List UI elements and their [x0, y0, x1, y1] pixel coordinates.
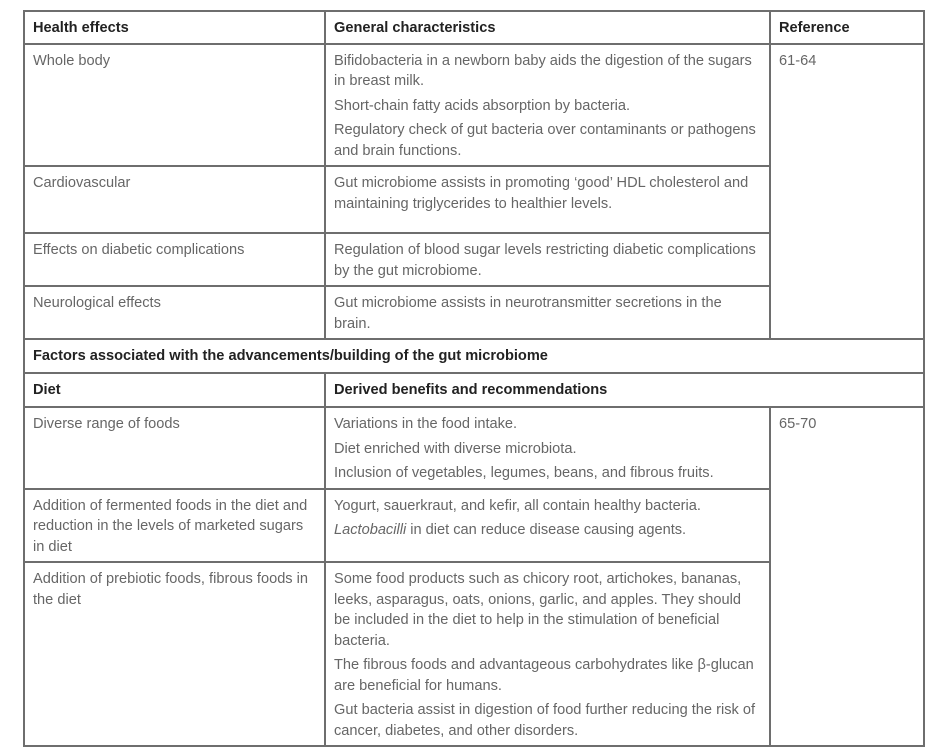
reference-cell: 61-64	[770, 44, 924, 340]
health-effect-cell: Cardiovascular	[24, 166, 325, 233]
characteristic-text: Short-chain fatty acids absorption by bacteria.	[334, 97, 631, 114]
health-effect-cell: Effects on diabetic complications	[24, 233, 325, 286]
section-header-row	[24, 339, 924, 373]
diet-cell: Diverse range of foods	[24, 407, 325, 489]
health-effect-cell: Whole body	[24, 44, 325, 167]
characteristic-text: Gut microbiome assists in neurotransmitter secretions in the brain.	[334, 295, 722, 332]
benefits-cell	[325, 562, 770, 746]
benefits-cell	[325, 407, 770, 489]
benefit-text-rest: in diet can reduce disease causing agents.	[406, 522, 687, 538]
characteristics-cell	[325, 44, 770, 167]
characteristic-text: Regulatory check of gut bacteria over contaminants or pathogens and brain functions.	[334, 122, 756, 159]
benefit-text: Some food products such as chicory root, artichokes, bananas, leeks, asparagus, oats, onions, garlic, and apples. They should be included in the diet to help in the stimulation of beneficial bacteria.	[334, 571, 742, 649]
benefit-text: Gut bacteria assist in digestion of food further reducing the risk of cancer, diabetes, and other disorders.	[334, 702, 756, 739]
characteristics-cell	[325, 166, 770, 233]
header-diet: Diet	[24, 373, 325, 407]
header-general-characteristics: General characteristics	[325, 11, 770, 44]
benefit-text: Variations in the food intake.	[334, 416, 518, 432]
italic-term: Lactobacilli	[334, 522, 407, 538]
benefit-text: The fibrous foods and advantageous carbohydrates like β-glucan are beneficial for humans.	[334, 657, 754, 694]
table-row	[24, 44, 924, 167]
characteristics-cell	[325, 286, 770, 339]
characteristics-cell	[325, 233, 770, 286]
header-health-effects: Health effects	[24, 11, 325, 44]
table-row	[24, 407, 924, 489]
gut-microbiome-table	[23, 10, 925, 747]
header-derived-benefits: Derived benefits and recommendations	[325, 373, 924, 407]
benefit-text: Yogurt, sauerkraut, and kefir, all contain healthy bacteria.	[334, 497, 701, 514]
health-effect-cell: Neurological effects	[24, 286, 325, 339]
benefit-text: Inclusion of vegetables, legumes, beans, and fibrous fruits.	[334, 465, 714, 481]
diet-cell: Addition of fermented foods in the diet and reduction in the levels of marketed sugars in diet	[24, 489, 325, 563]
diet-header-row	[24, 373, 924, 407]
benefit-text: Diet enriched with diverse microbiota.	[334, 440, 577, 457]
diet-cell: Addition of prebiotic foods, fibrous foods in the diet	[24, 562, 325, 746]
section-header: Factors associated with the advancements/building of the gut microbiome	[24, 339, 924, 373]
table-header-row	[24, 11, 924, 44]
header-reference: Reference	[770, 11, 924, 44]
reference-cell: 65-70	[770, 407, 924, 746]
characteristic-text: Gut microbiome assists in promoting ‘good’ HDL cholesterol and maintaining triglycerides to healthier levels.	[334, 175, 749, 212]
characteristic-text: Regulation of blood sugar levels restricting diabetic complications by the gut microbiome.	[334, 242, 756, 279]
benefits-cell	[325, 489, 770, 563]
characteristic-text: Bifidobacteria in a newborn baby aids the digestion of the sugars in breast milk.	[334, 52, 752, 89]
benefit-text	[334, 520, 761, 541]
